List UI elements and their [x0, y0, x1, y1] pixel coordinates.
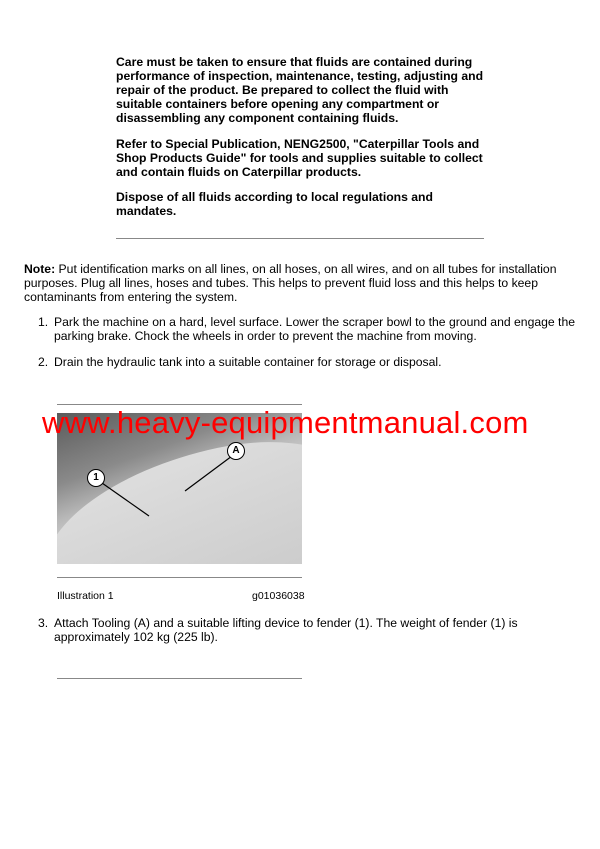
step-2-text: Drain the hydraulic tank into a suitable container for storage or disposal.: [54, 355, 442, 369]
step-1-text: Park the machine on a hard, level surface. Lower the scraper bowl to the ground and engage the parking brake. Chock the wheels in order to prevent the machine from moving.: [54, 315, 576, 343]
callout-1: 1: [87, 469, 105, 487]
callout-a: A: [227, 442, 245, 460]
warning-para-3: Dispose of all fluids according to local regulations and mandates.: [116, 190, 433, 218]
step-2-number: 2.: [38, 355, 49, 369]
warning-para-1: Care must be taken to ensure that fluids are contained during performance of inspection, maintenance, testing, adjusting and repair of the product. Be prepared to collect the fluid with suitable containers before opening any compartment or disassembling any component containing fluids.: [116, 55, 484, 125]
step-3-number: 3.: [38, 616, 49, 630]
watermark: www.heavy-equipmentmanual.com: [42, 405, 529, 440]
warning-para-2: Refer to Special Publication, NENG2500, "Caterpillar Tools and Shop Products Guide" for tools and supplies suitable to collect and contain fluids on Caterpillar products.: [116, 137, 483, 179]
note-label: Note:: [24, 262, 56, 276]
illustration-caption: Illustration 1: [57, 590, 114, 602]
illustration-id: g01036038: [252, 590, 305, 602]
illustration-bottom-divider: [57, 577, 302, 578]
next-illustration-divider: [57, 678, 302, 679]
note-paragraph: [24, 262, 569, 304]
step-3-text: Attach Tooling (A) and a suitable lifting device to fender (1). The weight of fender (1) is approximately 102 kg (225 lb).: [54, 616, 518, 644]
warning-divider: [116, 238, 484, 239]
note-text: Put identification marks on all lines, on all hoses, on all wires, and on all tubes for installation purposes. Plug all lines, hoses and tubes. This helps to prevent fluid loss and this helps to keep contaminants from entering the system.: [24, 262, 557, 304]
step-1-number: 1.: [38, 315, 49, 329]
